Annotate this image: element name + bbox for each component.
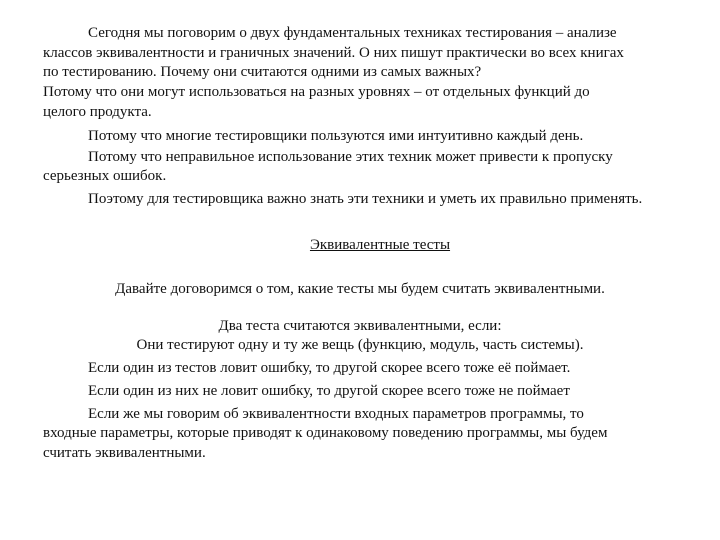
- intro-line: Поэтому для тестировщика важно знать эти техники и уметь их правильно применять.: [88, 191, 643, 207]
- condition-line: Они тестируют одну и ту же вещь (функцию, модуль, часть системы).: [136, 337, 584, 353]
- intro-line: Потому что неправильное использование этих техник может привести к пропуску: [88, 149, 613, 165]
- intro-line: серьезных ошибок.: [43, 168, 167, 184]
- closing-line: входные параметры, которые приводят к одинаковому поведению программы, мы будем: [43, 425, 608, 441]
- condition-line: Если один из них не ловит ошибку, то другой скорее всего тоже не поймает: [88, 383, 570, 399]
- intro-line: по тестированию. Почему они считаются одними из самых важных?: [43, 64, 482, 80]
- closing-line: Если же мы говорим об эквивалентности входных параметров программы, то: [88, 406, 584, 422]
- intro-line: Сегодня мы поговорим о двух фундаментальных техниках тестирования – анализе: [88, 25, 617, 41]
- closing-line: считать эквивалентными.: [43, 445, 206, 461]
- intro-line: классов эквивалентности и граничных значений. О них пишут практически во всех книгах: [43, 45, 624, 61]
- intro-line: Потому что они могут использоваться на разных уровнях – от отдельных функций до: [43, 84, 590, 100]
- section-heading: Эквивалентные тесты: [309, 237, 451, 253]
- condition-title: Два теста считаются эквивалентными, если:: [218, 318, 502, 334]
- agree-line: Давайте договоримся о том, какие тесты мы будем считать эквивалентными.: [115, 281, 605, 297]
- intro-line: целого продукта.: [43, 104, 152, 120]
- intro-line: Потому что многие тестировщики пользуются ими интуитивно каждый день.: [88, 128, 584, 144]
- condition-line: Если один из тестов ловит ошибку, то другой скорее всего тоже её поймает.: [88, 360, 571, 376]
